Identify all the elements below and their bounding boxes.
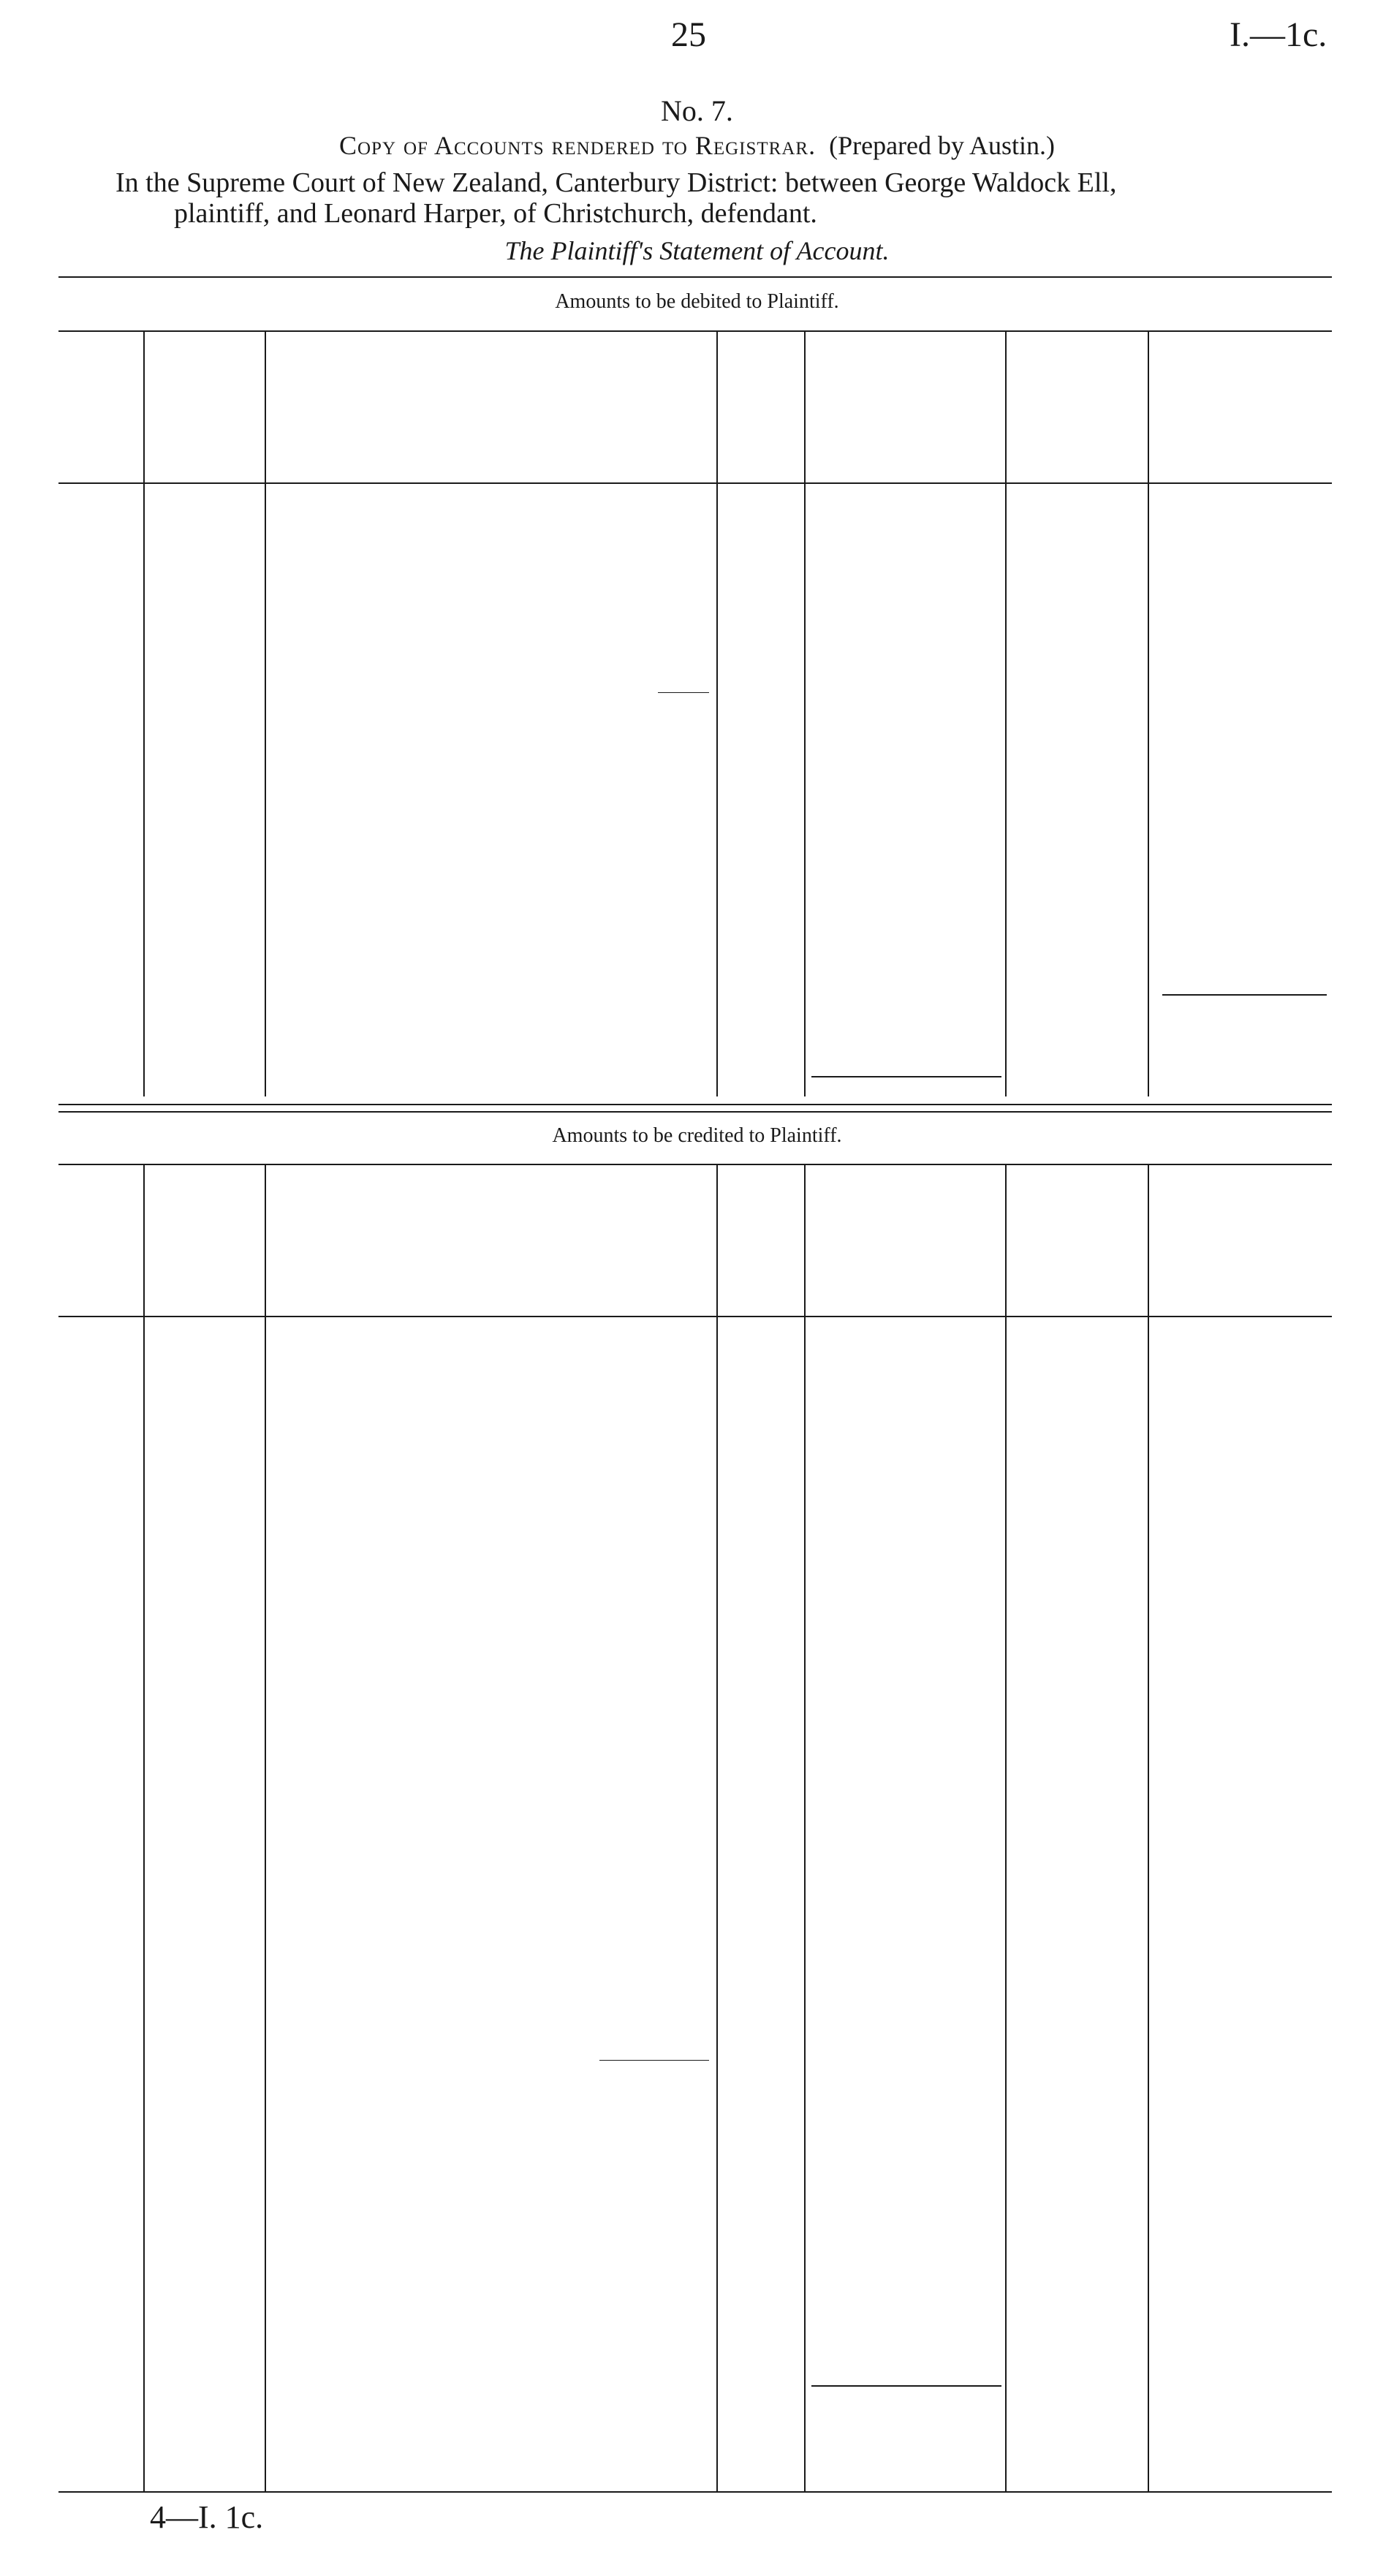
sub-sum-rule xyxy=(599,2060,709,2061)
column-divider xyxy=(143,330,145,1096)
footer-reference: 4—I. 1c. xyxy=(150,2499,264,2535)
table-rule xyxy=(58,482,1332,484)
column-divider xyxy=(1148,330,1149,1096)
table-rule xyxy=(58,1164,1332,1165)
document-title xyxy=(0,130,1394,161)
principal-total-rule xyxy=(811,2385,1001,2387)
credit-section-title: Amounts to be credited to Plaintiff. xyxy=(552,1124,842,1147)
column-divider xyxy=(716,1164,718,2491)
column-divider xyxy=(143,1164,145,2491)
column-divider xyxy=(265,330,266,1096)
principal-total-rule xyxy=(811,1076,1001,1077)
document-number: No. 7. xyxy=(661,94,733,127)
statement-title: The Plaintiff's Statement of Account. xyxy=(504,236,890,265)
court-line-1: In the Supreme Court of New Zealand, Canterbury District: between George Waldock Ell, xyxy=(115,167,1117,198)
title-note: (Prepared by Austin.) xyxy=(829,131,1056,160)
column-divider xyxy=(1005,1164,1007,2491)
column-divider xyxy=(804,330,806,1096)
column-divider xyxy=(716,330,718,1096)
column-divider xyxy=(1005,330,1007,1096)
debit-section-title: Amounts to be debited to Plaintiff. xyxy=(555,290,839,313)
interest-total-rule xyxy=(1162,994,1327,996)
rule-bottom xyxy=(58,2491,1332,2493)
column-divider xyxy=(265,1164,266,2491)
page-number: 25 xyxy=(671,15,706,54)
table-rule xyxy=(58,330,1332,332)
tadman-sum-rule xyxy=(658,692,709,693)
document-reference: I.—1c. xyxy=(1230,15,1327,54)
column-divider xyxy=(1148,1164,1149,2491)
title-main: Copy of Accounts rendered to Registrar. xyxy=(338,131,817,160)
table-rule xyxy=(58,1316,1332,1317)
rule-top xyxy=(58,276,1332,278)
rule-mid-2 xyxy=(58,1111,1332,1113)
column-divider xyxy=(804,1164,806,2491)
rule-mid-1 xyxy=(58,1104,1332,1105)
court-line-2: plaintiff, and Leonard Harper, of Christchurch, defendant. xyxy=(174,198,817,229)
